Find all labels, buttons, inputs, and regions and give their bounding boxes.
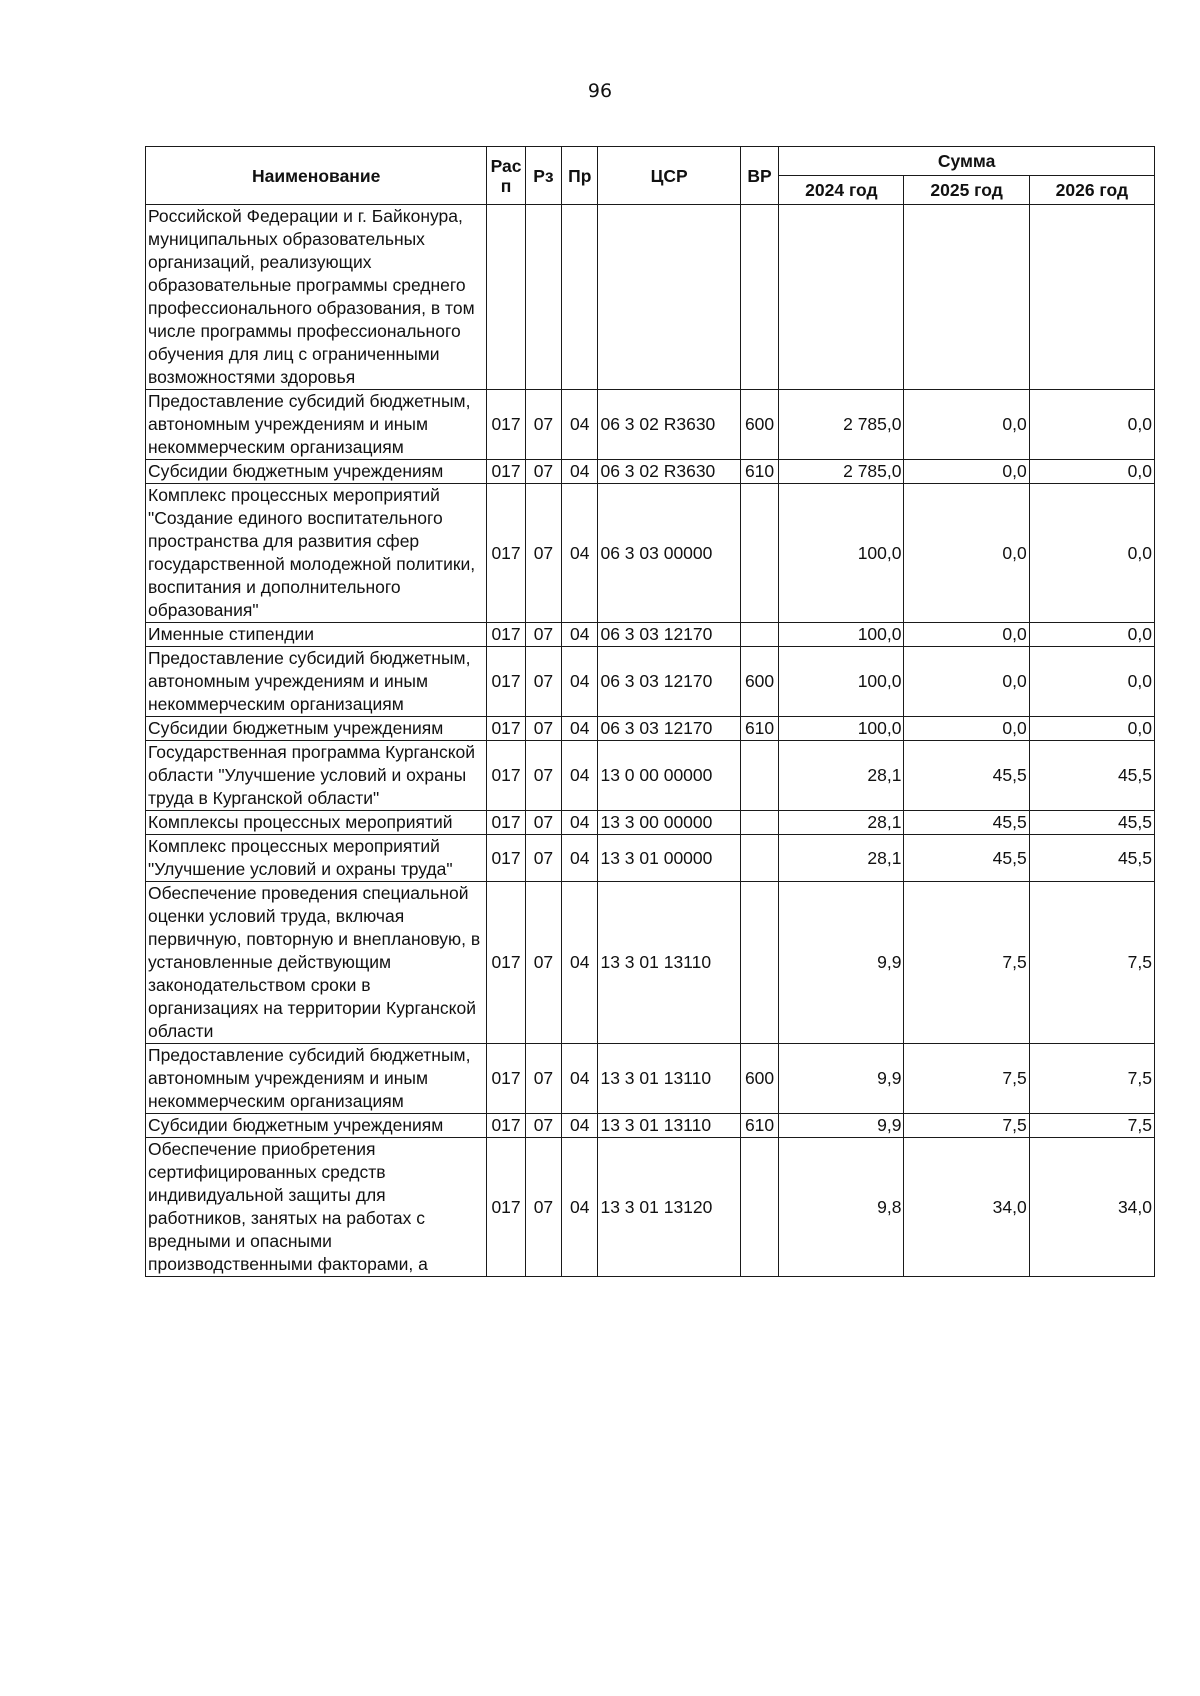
cell-2025: 45,5 bbox=[904, 811, 1029, 835]
cell-pr: 04 bbox=[562, 647, 598, 717]
cell-2026: 0,0 bbox=[1029, 623, 1154, 647]
header-csr: ЦСР bbox=[598, 147, 740, 205]
cell-2025: 7,5 bbox=[904, 882, 1029, 1044]
cell-name: Именные стипендии bbox=[146, 623, 487, 647]
cell-pr: 04 bbox=[562, 460, 598, 484]
cell-pr: 04 bbox=[562, 1044, 598, 1114]
cell-name: Государственная программа Курганской области "Улучшение условий и охраны труда в Курганской области" bbox=[146, 741, 487, 811]
cell-2025: 45,5 bbox=[904, 741, 1029, 811]
cell-name: Предоставление субсидий бюджетным, автономным учреждениям и иным некоммерческим организациям bbox=[146, 1044, 487, 1114]
table-row bbox=[146, 205, 1155, 390]
cell-rasp: 017 bbox=[487, 811, 525, 835]
cell-rz: 07 bbox=[525, 717, 561, 741]
table-row bbox=[146, 1044, 1155, 1114]
budget-table bbox=[145, 146, 1155, 1277]
cell-rz: 07 bbox=[525, 623, 561, 647]
cell-rz: 07 bbox=[525, 1114, 561, 1138]
table-row bbox=[146, 484, 1155, 623]
cell-rasp: 017 bbox=[487, 835, 525, 882]
cell-2024: 100,0 bbox=[779, 717, 904, 741]
cell-2026: 0,0 bbox=[1029, 484, 1154, 623]
cell-2024: 100,0 bbox=[779, 623, 904, 647]
cell-2024: 9,9 bbox=[779, 1114, 904, 1138]
cell-2026: 0,0 bbox=[1029, 717, 1154, 741]
cell-name: Обеспечение приобретения сертифицированных средств индивидуальной защиты для работников, занятых на работах с вредными и опасными производственными факторами, а bbox=[146, 1138, 487, 1277]
cell-2025: 0,0 bbox=[904, 484, 1029, 623]
table-row bbox=[146, 623, 1155, 647]
cell-name: Субсидии бюджетным учреждениям bbox=[146, 1114, 487, 1138]
cell-2024: 100,0 bbox=[779, 647, 904, 717]
cell-rasp bbox=[487, 205, 525, 390]
cell-csr: 13 0 00 00000 bbox=[598, 741, 740, 811]
cell-2026: 45,5 bbox=[1029, 835, 1154, 882]
cell-csr: 06 3 02 R3630 bbox=[598, 390, 740, 460]
cell-rz: 07 bbox=[525, 1138, 561, 1277]
cell-vr bbox=[740, 484, 778, 623]
cell-2026: 7,5 bbox=[1029, 1044, 1154, 1114]
cell-rasp: 017 bbox=[487, 1138, 525, 1277]
cell-2026: 45,5 bbox=[1029, 811, 1154, 835]
cell-pr: 04 bbox=[562, 484, 598, 623]
cell-2024: 9,9 bbox=[779, 882, 904, 1044]
header-sum: Сумма bbox=[779, 147, 1155, 176]
header-rasp: Рас п bbox=[487, 147, 525, 205]
cell-2025: 0,0 bbox=[904, 647, 1029, 717]
table-header bbox=[146, 147, 1155, 205]
cell-2024: 2 785,0 bbox=[779, 460, 904, 484]
cell-name: Обеспечение проведения специальной оценки условий труда, включая первичную, повторную и внеплановую, в установленные действующим законодательством сроки в организациях на территории Курганской области bbox=[146, 882, 487, 1044]
cell-vr: 610 bbox=[740, 1114, 778, 1138]
cell-2024: 2 785,0 bbox=[779, 390, 904, 460]
cell-2025: 7,5 bbox=[904, 1114, 1029, 1138]
cell-rasp: 017 bbox=[487, 484, 525, 623]
cell-pr: 04 bbox=[562, 717, 598, 741]
cell-csr: 13 3 01 13110 bbox=[598, 1044, 740, 1114]
cell-2025: 45,5 bbox=[904, 835, 1029, 882]
cell-vr bbox=[740, 811, 778, 835]
cell-rz bbox=[525, 205, 561, 390]
cell-name: Предоставление субсидий бюджетным, автономным учреждениям и иным некоммерческим организациям bbox=[146, 647, 487, 717]
cell-csr: 06 3 03 00000 bbox=[598, 484, 740, 623]
cell-2026: 0,0 bbox=[1029, 460, 1154, 484]
table-row bbox=[146, 1114, 1155, 1138]
cell-pr: 04 bbox=[562, 811, 598, 835]
cell-2025: 0,0 bbox=[904, 390, 1029, 460]
table-row bbox=[146, 390, 1155, 460]
cell-pr: 04 bbox=[562, 623, 598, 647]
cell-rasp: 017 bbox=[487, 1114, 525, 1138]
cell-vr bbox=[740, 835, 778, 882]
cell-rasp: 017 bbox=[487, 1044, 525, 1114]
table-row bbox=[146, 1138, 1155, 1277]
cell-vr: 600 bbox=[740, 647, 778, 717]
cell-csr: 06 3 03 12170 bbox=[598, 623, 740, 647]
table-row bbox=[146, 460, 1155, 484]
cell-2026: 7,5 bbox=[1029, 882, 1154, 1044]
cell-rz: 07 bbox=[525, 811, 561, 835]
cell-vr bbox=[740, 1138, 778, 1277]
cell-vr: 610 bbox=[740, 717, 778, 741]
cell-vr bbox=[740, 741, 778, 811]
cell-csr: 06 3 02 R3630 bbox=[598, 460, 740, 484]
cell-pr: 04 bbox=[562, 1114, 598, 1138]
cell-rasp: 017 bbox=[487, 623, 525, 647]
cell-pr: 04 bbox=[562, 390, 598, 460]
cell-csr: 13 3 01 13110 bbox=[598, 882, 740, 1044]
header-rz: Рз bbox=[525, 147, 561, 205]
cell-rz: 07 bbox=[525, 647, 561, 717]
cell-csr: 13 3 00 00000 bbox=[598, 811, 740, 835]
cell-rz: 07 bbox=[525, 1044, 561, 1114]
cell-2026: 7,5 bbox=[1029, 1114, 1154, 1138]
cell-2024: 9,9 bbox=[779, 1044, 904, 1114]
cell-name: Субсидии бюджетным учреждениям bbox=[146, 717, 487, 741]
page-number: 96 bbox=[587, 80, 613, 102]
table-body bbox=[146, 205, 1155, 1277]
header-2024: 2024 год bbox=[779, 176, 904, 205]
cell-pr bbox=[562, 205, 598, 390]
cell-name: Предоставление субсидий бюджетным, автономным учреждениям и иным некоммерческим организациям bbox=[146, 390, 487, 460]
cell-2024: 28,1 bbox=[779, 741, 904, 811]
cell-name: Комплекс процессных мероприятий "Улучшение условий и охраны труда" bbox=[146, 835, 487, 882]
cell-csr bbox=[598, 205, 740, 390]
cell-2026 bbox=[1029, 205, 1154, 390]
cell-2024: 100,0 bbox=[779, 484, 904, 623]
table-row bbox=[146, 741, 1155, 811]
header-2026: 2026 год bbox=[1029, 176, 1154, 205]
cell-csr: 06 3 03 12170 bbox=[598, 647, 740, 717]
cell-rz: 07 bbox=[525, 882, 561, 1044]
cell-2025: 0,0 bbox=[904, 717, 1029, 741]
cell-csr: 13 3 01 13120 bbox=[598, 1138, 740, 1277]
header-2025: 2025 год bbox=[904, 176, 1029, 205]
cell-2026: 0,0 bbox=[1029, 647, 1154, 717]
cell-pr: 04 bbox=[562, 1138, 598, 1277]
cell-rz: 07 bbox=[525, 835, 561, 882]
cell-2025: 0,0 bbox=[904, 623, 1029, 647]
cell-rz: 07 bbox=[525, 390, 561, 460]
table-row bbox=[146, 717, 1155, 741]
cell-pr: 04 bbox=[562, 741, 598, 811]
cell-2025: 0,0 bbox=[904, 460, 1029, 484]
cell-2024: 28,1 bbox=[779, 811, 904, 835]
cell-name: Субсидии бюджетным учреждениям bbox=[146, 460, 487, 484]
cell-vr: 610 bbox=[740, 460, 778, 484]
cell-rasp: 017 bbox=[487, 647, 525, 717]
table-row bbox=[146, 882, 1155, 1044]
cell-vr bbox=[740, 205, 778, 390]
cell-2024: 9,8 bbox=[779, 1138, 904, 1277]
cell-rasp: 017 bbox=[487, 390, 525, 460]
cell-rz: 07 bbox=[525, 460, 561, 484]
table-row bbox=[146, 811, 1155, 835]
cell-rasp: 017 bbox=[487, 741, 525, 811]
cell-rasp: 017 bbox=[487, 882, 525, 1044]
cell-rz: 07 bbox=[525, 741, 561, 811]
header-vr: ВР bbox=[740, 147, 778, 205]
cell-2025: 34,0 bbox=[904, 1138, 1029, 1277]
cell-2026: 34,0 bbox=[1029, 1138, 1154, 1277]
cell-vr: 600 bbox=[740, 390, 778, 460]
table-row bbox=[146, 647, 1155, 717]
header-name: Наименование bbox=[146, 147, 487, 205]
cell-name: Комплексы процессных мероприятий bbox=[146, 811, 487, 835]
cell-2026: 0,0 bbox=[1029, 390, 1154, 460]
cell-2025 bbox=[904, 205, 1029, 390]
cell-rasp: 017 bbox=[487, 460, 525, 484]
cell-name: Российской Федерации и г. Байконура, муниципальных образовательных организаций, реализующих образовательные программы среднего профессионального образования, в том числе программы профессионального обучения для лиц с ограниченными возможностями здоровья bbox=[146, 205, 487, 390]
table-row bbox=[146, 835, 1155, 882]
cell-2024: 28,1 bbox=[779, 835, 904, 882]
cell-rasp: 017 bbox=[487, 717, 525, 741]
cell-vr: 600 bbox=[740, 1044, 778, 1114]
cell-2025: 7,5 bbox=[904, 1044, 1029, 1114]
cell-name: Комплекс процессных мероприятий "Создание единого воспитательного пространства для развития сфер государственной молодежной политики, воспитания и дополнительного образования" bbox=[146, 484, 487, 623]
cell-vr bbox=[740, 623, 778, 647]
cell-pr: 04 bbox=[562, 835, 598, 882]
cell-csr: 13 3 01 13110 bbox=[598, 1114, 740, 1138]
cell-csr: 06 3 03 12170 bbox=[598, 717, 740, 741]
cell-2026: 45,5 bbox=[1029, 741, 1154, 811]
cell-rz: 07 bbox=[525, 484, 561, 623]
cell-2024 bbox=[779, 205, 904, 390]
header-pr: Пр bbox=[562, 147, 598, 205]
cell-vr bbox=[740, 882, 778, 1044]
cell-csr: 13 3 01 00000 bbox=[598, 835, 740, 882]
cell-pr: 04 bbox=[562, 882, 598, 1044]
